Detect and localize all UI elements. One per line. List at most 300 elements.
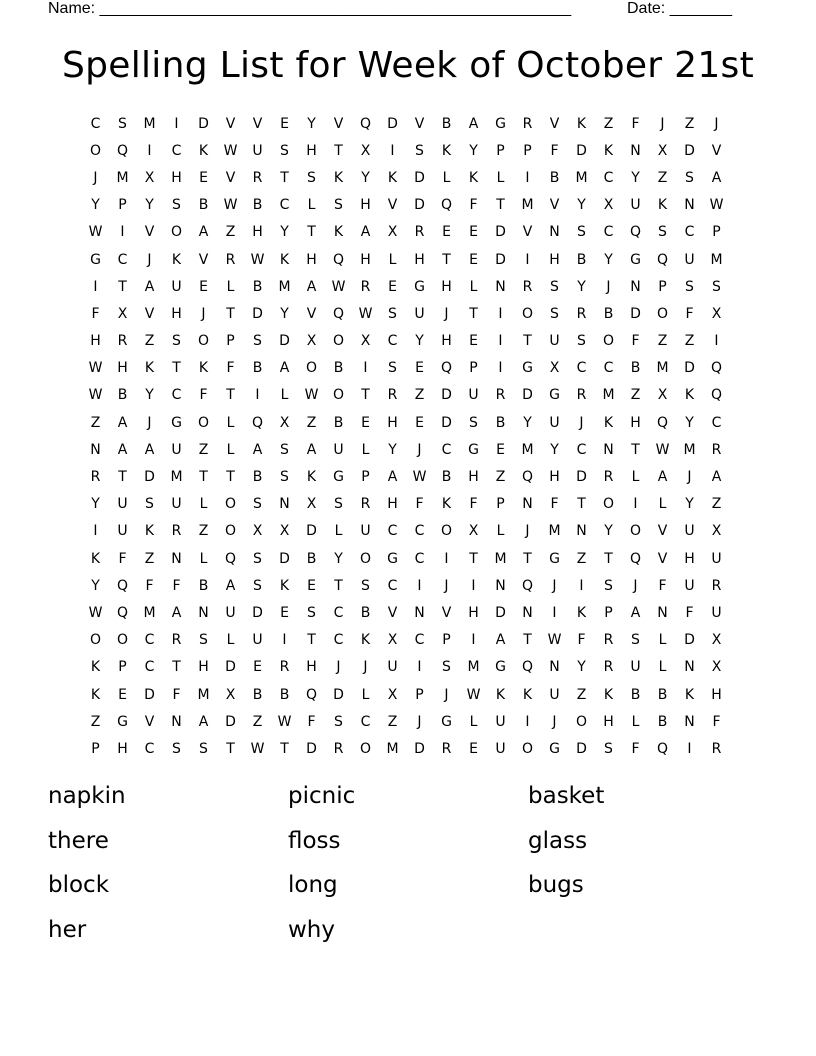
grid-letter: J [444, 577, 449, 594]
grid-letter: Q [656, 414, 669, 431]
grid-letter: L [658, 632, 667, 649]
grid-letter: X [711, 632, 722, 649]
grid-letter: U [225, 604, 236, 621]
grid-letter: X [279, 414, 290, 431]
grid-letter: S [685, 278, 694, 295]
grid-letter: P [118, 197, 127, 214]
grid-letter: N [684, 713, 695, 730]
grid-letter: J [444, 305, 449, 322]
grid-letter: A [711, 469, 722, 486]
grid-letter: V [711, 142, 722, 159]
grid-letter: T [631, 441, 640, 458]
grid-letter: U [171, 496, 182, 513]
grid-letter: T [496, 197, 505, 214]
word-search-grid [82, 110, 730, 763]
grid-letter: A [657, 469, 668, 486]
grid-letter: Y [577, 278, 586, 295]
grid-letter: F [307, 713, 316, 730]
grid-letter: T [118, 469, 127, 486]
grid-letter: E [280, 604, 289, 621]
grid-letter: U [387, 659, 398, 676]
grid-letter: M [521, 197, 534, 214]
grid-letter: M [467, 659, 480, 676]
grid-letter: I [579, 577, 584, 594]
grid-letter: T [334, 577, 343, 594]
grid-letter: X [117, 305, 128, 322]
grid-letter: E [469, 224, 478, 241]
grid-letter: B [576, 251, 587, 268]
grid-letter: O [602, 333, 615, 350]
grid-letter: U [684, 523, 695, 540]
grid-letter: Y [145, 387, 154, 404]
grid-letter: R [360, 496, 371, 513]
grid-letter: U [171, 278, 182, 295]
grid-letter: O [224, 523, 237, 540]
grid-letter: S [550, 278, 559, 295]
grid-letter: N [549, 224, 560, 241]
grid-letter: I [93, 523, 98, 540]
grid-letter: Z [495, 469, 506, 486]
grid-letter: O [359, 550, 372, 567]
grid-letter: C [387, 577, 398, 594]
grid-letter: I [687, 740, 692, 757]
grid-letter: O [440, 523, 453, 540]
grid-letter: N [630, 278, 641, 295]
grid-letter: P [415, 686, 424, 703]
grid-letter: Q [629, 550, 642, 567]
grid-letter: I [417, 659, 422, 676]
grid-letter: K [603, 686, 614, 703]
grid-letter: K [495, 686, 506, 703]
grid-letter: R [90, 469, 101, 486]
grid-letter: J [417, 441, 422, 458]
grid-letter: J [147, 414, 152, 431]
grid-letter: Q [251, 414, 264, 431]
grid-letter: P [469, 360, 478, 377]
grid-letter: Q [440, 360, 453, 377]
grid-letter: S [334, 713, 343, 730]
grid-letter: W [88, 360, 103, 377]
grid-letter: W [223, 197, 238, 214]
grid-letter: K [144, 523, 155, 540]
grid-letter: C [576, 360, 587, 377]
grid-letter: S [172, 740, 181, 757]
grid-letter: O [575, 713, 588, 730]
grid-letter: Z [144, 550, 155, 567]
grid-letter: N [576, 523, 587, 540]
grid-letter: P [496, 142, 505, 159]
grid-letter: F [415, 496, 424, 513]
grid-letter: C [360, 713, 371, 730]
grid-letter: Y [604, 523, 613, 540]
grid-letter: A [630, 604, 641, 621]
grid-letter: P [226, 333, 235, 350]
grid-letter: B [603, 305, 614, 322]
grid-letter: X [225, 686, 236, 703]
grid-letter: X [252, 523, 263, 540]
grid-letter: X [387, 224, 398, 241]
grid-letter: V [225, 169, 236, 186]
grid-letter: K [387, 169, 398, 186]
grid-letter: G [522, 360, 533, 377]
grid-letter: A [360, 224, 371, 241]
grid-letter: P [118, 659, 127, 676]
grid-letter: G [549, 387, 560, 404]
grid-letter: S [550, 305, 559, 322]
grid-letter: W [331, 278, 346, 295]
grid-letter: N [522, 496, 533, 513]
grid-letter: K [360, 632, 371, 649]
grid-letter: X [306, 496, 317, 513]
page-title: Spelling List for Week of October 21st [61, 45, 755, 86]
grid-letter: J [606, 278, 611, 295]
grid-letter: V [522, 224, 533, 241]
grid-letter: Q [521, 659, 534, 676]
grid-letter: D [306, 523, 317, 540]
grid-letter: R [603, 659, 614, 676]
grid-letter: Z [387, 713, 398, 730]
grid-letter: Z [306, 414, 317, 431]
grid-letter: N [198, 604, 209, 621]
grid-letter: O [197, 414, 210, 431]
grid-letter: R [711, 441, 722, 458]
grid-letter: Y [388, 441, 397, 458]
grid-letter: G [387, 550, 398, 567]
grid-letter: Z [684, 115, 695, 132]
grid-letter: E [307, 577, 316, 594]
grid-letter: I [633, 496, 638, 513]
grid-letter: B [657, 686, 668, 703]
grid-letter: H [441, 278, 452, 295]
grid-letter: T [280, 740, 289, 757]
grid-letter: B [198, 197, 209, 214]
grid-letter: Y [577, 197, 586, 214]
grid-letter: K [576, 115, 587, 132]
grid-letter: F [631, 115, 640, 132]
grid-letter: V [333, 115, 344, 132]
grid-letter: N [279, 496, 290, 513]
grid-letter: O [629, 523, 642, 540]
grid-letter: L [199, 496, 208, 513]
grid-letter: M [602, 387, 615, 404]
grid-letter: O [521, 305, 534, 322]
grid-letter: A [306, 441, 317, 458]
grid-letter: N [90, 441, 101, 458]
grid-letter: O [521, 740, 534, 757]
grid-letter: K [198, 142, 209, 159]
grid-letter: L [631, 713, 640, 730]
grid-letter: V [549, 197, 560, 214]
grid-letter: R [279, 659, 290, 676]
grid-letter: H [549, 469, 560, 486]
grid-letter: Q [305, 686, 318, 703]
grid-letter: N [657, 604, 668, 621]
grid-letter: H [387, 496, 398, 513]
grid-letter: I [93, 278, 98, 295]
grid-letter: M [656, 360, 669, 377]
grid-letter: V [549, 115, 560, 132]
grid-letter: L [361, 686, 370, 703]
grid-letter: H [360, 251, 371, 268]
grid-letter: W [547, 632, 562, 649]
grid-letter: Y [91, 197, 100, 214]
grid-letter: S [469, 414, 478, 431]
grid-letter: D [414, 169, 425, 186]
grid-letter: L [442, 169, 451, 186]
grid-letter: F [631, 740, 640, 757]
grid-letter: U [252, 632, 263, 649]
grid-letter: O [89, 142, 102, 159]
grid-letter: K [603, 142, 614, 159]
grid-letter: S [334, 197, 343, 214]
grid-letter: Y [307, 115, 316, 132]
grid-letter: R [171, 632, 182, 649]
grid-letter: R [495, 387, 506, 404]
grid-letter: E [361, 414, 370, 431]
grid-letter: B [279, 686, 290, 703]
grid-letter: P [496, 496, 505, 513]
grid-letter: X [711, 523, 722, 540]
grid-letter: U [360, 523, 371, 540]
grid-letter: L [469, 278, 478, 295]
grid-letter: L [496, 523, 505, 540]
word-list-item: long [288, 872, 338, 898]
grid-letter: M [278, 278, 291, 295]
grid-letter: T [199, 469, 208, 486]
grid-letter: C [279, 197, 290, 214]
grid-letter: D [414, 740, 425, 757]
grid-letter: R [252, 169, 263, 186]
grid-letter: J [93, 169, 98, 186]
grid-letter: I [444, 550, 449, 567]
grid-letter: G [468, 441, 479, 458]
grid-letter: D [225, 713, 236, 730]
grid-letter: E [253, 659, 262, 676]
grid-letter: X [279, 523, 290, 540]
grid-letter: V [144, 224, 155, 241]
grid-letter: G [333, 469, 344, 486]
grid-letter: S [307, 604, 316, 621]
grid-letter: Q [332, 251, 345, 268]
grid-letter: G [414, 278, 425, 295]
grid-letter: Z [90, 713, 101, 730]
grid-letter: S [658, 224, 667, 241]
grid-letter: U [468, 387, 479, 404]
grid-letter: C [603, 169, 614, 186]
grid-letter: R [522, 278, 533, 295]
grid-letter: D [144, 686, 155, 703]
grid-letter: Y [280, 305, 289, 322]
grid-letter: F [685, 604, 694, 621]
grid-letter: F [91, 305, 100, 322]
grid-letter: N [171, 713, 182, 730]
grid-letter: Q [656, 740, 669, 757]
grid-letter: M [143, 115, 156, 132]
grid-letter: F [577, 632, 586, 649]
grid-letter: L [199, 550, 208, 567]
grid-letter: X [657, 142, 668, 159]
grid-letter: H [414, 251, 425, 268]
grid-letter: A [144, 441, 155, 458]
grid-letter: S [604, 577, 613, 594]
grid-letter: H [387, 414, 398, 431]
grid-letter: H [468, 469, 479, 486]
word-list-item: picnic [288, 783, 356, 809]
grid-letter: U [252, 142, 263, 159]
grid-letter: S [172, 333, 181, 350]
grid-letter: D [414, 197, 425, 214]
grid-letter: Q [440, 197, 453, 214]
grid-letter: Q [224, 550, 237, 567]
grid-letter: G [549, 740, 560, 757]
grid-letter: D [387, 115, 398, 132]
grid-letter: K [90, 659, 101, 676]
grid-letter: J [201, 305, 206, 322]
grid-letter: F [469, 197, 478, 214]
grid-letter: I [471, 632, 476, 649]
grid-letter: O [170, 224, 183, 241]
grid-letter: W [277, 713, 292, 730]
grid-letter: A [279, 360, 290, 377]
grid-letter: J [633, 577, 638, 594]
grid-letter: I [525, 251, 530, 268]
grid-letter: F [550, 142, 559, 159]
grid-letter: K [198, 360, 209, 377]
grid-letter: L [496, 169, 505, 186]
grid-letter: R [576, 305, 587, 322]
grid-letter: A [252, 441, 263, 458]
grid-letter: A [198, 224, 209, 241]
grid-letter: M [170, 469, 183, 486]
grid-letter: G [90, 251, 101, 268]
word-list-item: there [48, 827, 109, 854]
grid-letter: T [226, 305, 235, 322]
grid-letter: X [144, 169, 155, 186]
grid-letter: T [577, 496, 586, 513]
grid-letter: L [226, 441, 235, 458]
grid-letter: O [332, 333, 345, 350]
grid-letter: K [576, 604, 587, 621]
grid-letter: H [630, 414, 641, 431]
grid-letter: S [145, 496, 154, 513]
grid-letter: G [495, 659, 506, 676]
grid-letter: B [630, 686, 641, 703]
grid-letter: C [576, 441, 587, 458]
grid-letter: F [199, 387, 208, 404]
grid-letter: A [495, 632, 506, 649]
grid-letter: T [523, 550, 532, 567]
grid-letter: X [360, 142, 371, 159]
grid-letter: L [307, 197, 316, 214]
grid-letter: J [525, 523, 530, 540]
grid-letter: Q [710, 387, 723, 404]
grid-letter: U [549, 686, 560, 703]
grid-letter: U [711, 604, 722, 621]
grid-letter: J [363, 659, 368, 676]
grid-letter: P [523, 142, 532, 159]
grid-letter: K [684, 387, 695, 404]
grid-letter: N [684, 659, 695, 676]
grid-letter: S [388, 305, 397, 322]
grid-letter: E [442, 224, 451, 241]
grid-letter: E [469, 251, 478, 268]
grid-letter: K [684, 686, 695, 703]
grid-letter: F [631, 333, 640, 350]
grid-letter: Q [116, 142, 129, 159]
grid-letter: I [390, 142, 395, 159]
grid-letter: U [495, 713, 506, 730]
grid-letter: L [226, 414, 235, 431]
grid-letter: E [415, 360, 424, 377]
grid-letter: B [657, 713, 668, 730]
grid-letter: I [525, 713, 530, 730]
grid-letter: Y [469, 142, 478, 159]
grid-letter: J [687, 469, 692, 486]
grid-letter: X [603, 197, 614, 214]
grid-letter: O [656, 305, 669, 322]
grid-letter: D [495, 224, 506, 241]
grid-letter: X [387, 632, 398, 649]
grid-letter: Y [361, 169, 370, 186]
grid-letter: Y [577, 659, 586, 676]
grid-letter: T [361, 387, 370, 404]
grid-letter: A [144, 278, 155, 295]
grid-letter: S [631, 632, 640, 649]
grid-letter: H [684, 550, 695, 567]
word-list-item: block [48, 872, 110, 898]
grid-letter: Y [334, 550, 343, 567]
grid-letter: T [469, 305, 478, 322]
grid-letter: Q [521, 469, 534, 486]
grid-letter: Y [550, 441, 559, 458]
grid-letter: R [576, 387, 587, 404]
grid-letter: K [90, 686, 101, 703]
grid-letter: B [252, 686, 263, 703]
grid-letter: X [468, 523, 479, 540]
grid-letter: K [90, 550, 101, 567]
grid-letter: V [225, 115, 236, 132]
grid-letter: S [172, 197, 181, 214]
grid-letter: E [280, 115, 289, 132]
grid-letter: Y [685, 496, 694, 513]
grid-letter: O [332, 387, 345, 404]
grid-letter: S [253, 550, 262, 567]
grid-letter: E [388, 278, 397, 295]
grid-letter: H [252, 224, 263, 241]
grid-letter: B [252, 278, 263, 295]
grid-letter: C [414, 550, 425, 567]
grid-letter: P [712, 224, 721, 241]
grid-letter: N [549, 659, 560, 676]
grid-letter: C [90, 115, 101, 132]
grid-letter: H [306, 142, 317, 159]
grid-letter: W [250, 740, 265, 757]
grid-letter: Z [630, 387, 641, 404]
grid-letter: V [306, 305, 317, 322]
grid-letter: C [414, 523, 425, 540]
grid-letter: T [523, 632, 532, 649]
grid-letter: N [171, 550, 182, 567]
grid-letter: V [657, 550, 668, 567]
grid-letter: H [306, 659, 317, 676]
grid-letter: E [199, 278, 208, 295]
word-list-item: glass [528, 827, 588, 854]
grid-letter: Z [144, 333, 155, 350]
grid-letter: I [714, 333, 719, 350]
grid-letter: S [361, 577, 370, 594]
grid-letter: B [306, 550, 317, 567]
grid-letter: D [306, 740, 317, 757]
